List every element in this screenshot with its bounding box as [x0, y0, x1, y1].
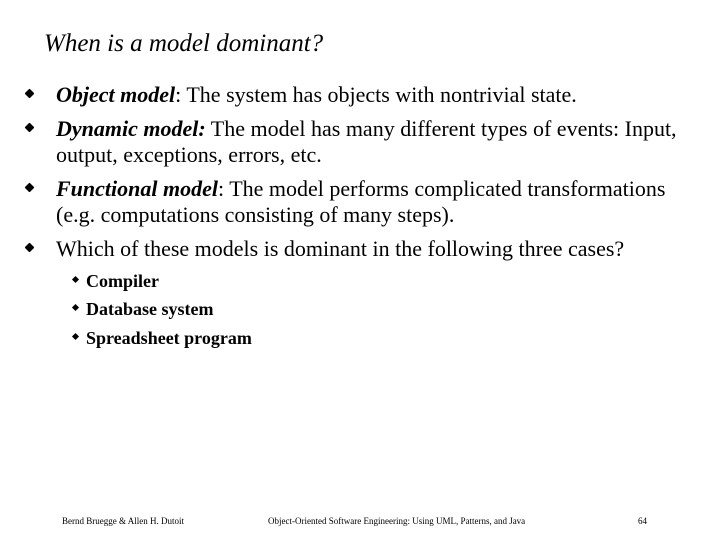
- bullet-lead: Object model: [56, 82, 176, 107]
- bullet-functional-model: [56, 176, 706, 228]
- bullet-text: The model performs complicated transformations (e.g. computations consisting of many steps).: [56, 176, 666, 227]
- diamond-bullet-icon: [25, 123, 35, 133]
- bullet-text: Which of these models is dominant in the following three cases?: [56, 236, 625, 261]
- footer-page-number: 64: [638, 516, 647, 526]
- bullet-separator: :: [175, 82, 182, 107]
- footer-book-title: Object-Oriented Software Engineering: Using UML, Patterns, and Java: [268, 516, 526, 526]
- bullet-question: [56, 236, 706, 262]
- subbullet-label: Database system: [86, 299, 214, 319]
- bullet-lead: Dynamic model:: [56, 116, 206, 141]
- diamond-bullet-icon: [25, 243, 35, 253]
- bullet-separator: :: [217, 176, 225, 201]
- diamond-bullet-icon: [25, 183, 35, 193]
- subbullet-label: Compiler: [86, 271, 159, 291]
- subbullet-label: Spreadsheet program: [86, 328, 252, 348]
- slide-title: When is a model dominant?: [44, 30, 324, 57]
- bullet-object-model: [56, 82, 706, 108]
- bullet-text: The system has objects with nontrivial state.: [181, 82, 577, 107]
- subbullet-compiler: [86, 270, 159, 292]
- subbullet-database: [86, 298, 214, 320]
- bullet-dynamic-model: [56, 116, 706, 168]
- bullet-text: The model has many different types of events: Input, output, exceptions, errors, etc.: [56, 116, 677, 167]
- bullet-lead: Functional model: [56, 176, 218, 201]
- footer-authors: Bernd Bruegge & Allen H. Dutoit: [62, 516, 184, 526]
- subbullet-spreadsheet: [86, 327, 252, 349]
- diamond-bullet-icon: [25, 89, 35, 99]
